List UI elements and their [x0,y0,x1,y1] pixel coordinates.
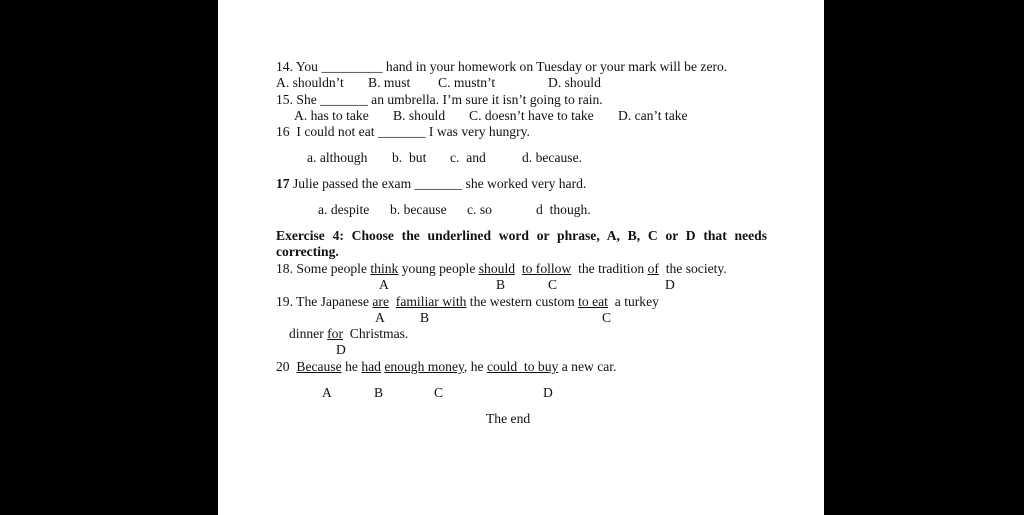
q19-letter-d: D [336,342,346,357]
q20-part-c: enough money [384,359,464,374]
q18-letter-d: D [665,277,675,292]
q19-part-d: for [327,326,343,341]
q20-sentence [276,359,616,375]
q18-mid1: young people [398,261,479,276]
q20-part-d: could to buy [486,359,559,374]
the-end-label: The end [486,411,531,426]
q18-letter-a: A [379,277,389,292]
q17-option-d: d though. [536,202,591,217]
q14-option-a: A. shouldn’t [276,75,344,90]
q15-stem: 15. She _______ an umbrella. I’m sure it isn’t going to rain. [276,92,603,107]
q17-stem [276,176,586,192]
q19-end1: a turkey [607,294,659,309]
q18-letter-b: B [496,277,506,292]
q17-text: Julie passed the exam _______ she worked very hard. [289,176,587,191]
q20-letter-a: A [322,385,332,400]
q18-sentence [276,261,727,277]
q16-option-a: a. although [307,150,368,165]
q20-mid1: he [341,359,362,374]
q16-option-b: b. but [392,150,427,165]
q18-part-c: to follow [521,261,572,276]
q19-line2-end: Christmas. [343,326,409,341]
q17-option-a: a. despite [318,202,370,217]
q18-prefix: 18. Some people [276,261,371,276]
q18-mid2: the tradition [571,261,648,276]
q15-option-a: A. has to take [294,108,369,123]
q18-part-d: of [647,261,659,276]
q16-stem: 16 I could not eat _______ I was very hungry. [276,124,530,139]
q16-option-c: c. and [450,150,486,165]
q18-part-a: think [370,261,399,276]
q18-part-b: should [478,261,516,276]
q20-end: a new car. [558,359,617,374]
q16-option-d: d. because. [522,150,583,165]
q19-sentence-line2 [289,326,408,342]
q20-prefix: 20 [276,359,297,374]
q15-option-b: B. should [393,108,446,123]
q19-letter-a: A [375,310,385,325]
q19-part-b: familiar with [395,294,467,309]
q20-part-a: Because [296,359,342,374]
q17-option-c: c. so [467,202,492,217]
q15-option-c: C. doesn’t have to take [469,108,594,123]
q20-letter-b: B [374,385,384,400]
q20-letter-d: D [543,385,553,400]
q17-number: 17 [276,176,290,191]
q19-mid1: the western custom [466,294,579,309]
q19-letter-b: B [420,310,430,325]
q20-part-b: had [361,359,381,374]
q19-part-a: are [372,294,389,309]
q19-part-c: to eat [578,294,608,309]
q15-option-d: D. can’t take [618,108,688,123]
q20-mid2: , he [463,359,487,374]
q20-letter-c: C [434,385,444,400]
q19-letter-c: C [602,310,612,325]
q18-end: the society. [658,261,727,276]
q14-option-d: D. should [548,75,601,90]
exercise4-title-cont: correcting. [276,244,339,259]
q19-sentence [276,294,659,310]
exercise4-title: Exercise 4: Choose the underlined word or phrase, A, B, C or D that needs [276,228,767,243]
q18-letter-c: C [548,277,558,292]
q14-stem: 14. You _________ hand in your homework on Tuesday or your mark will be zero. [276,59,728,74]
q14-option-b: B. must [368,75,411,90]
q19-line2-prefix: dinner [289,326,328,341]
q14-option-c: C. mustn’t [438,75,496,90]
q17-option-b: b. because [390,202,447,217]
q19-prefix: 19. The Japanese [276,294,373,309]
